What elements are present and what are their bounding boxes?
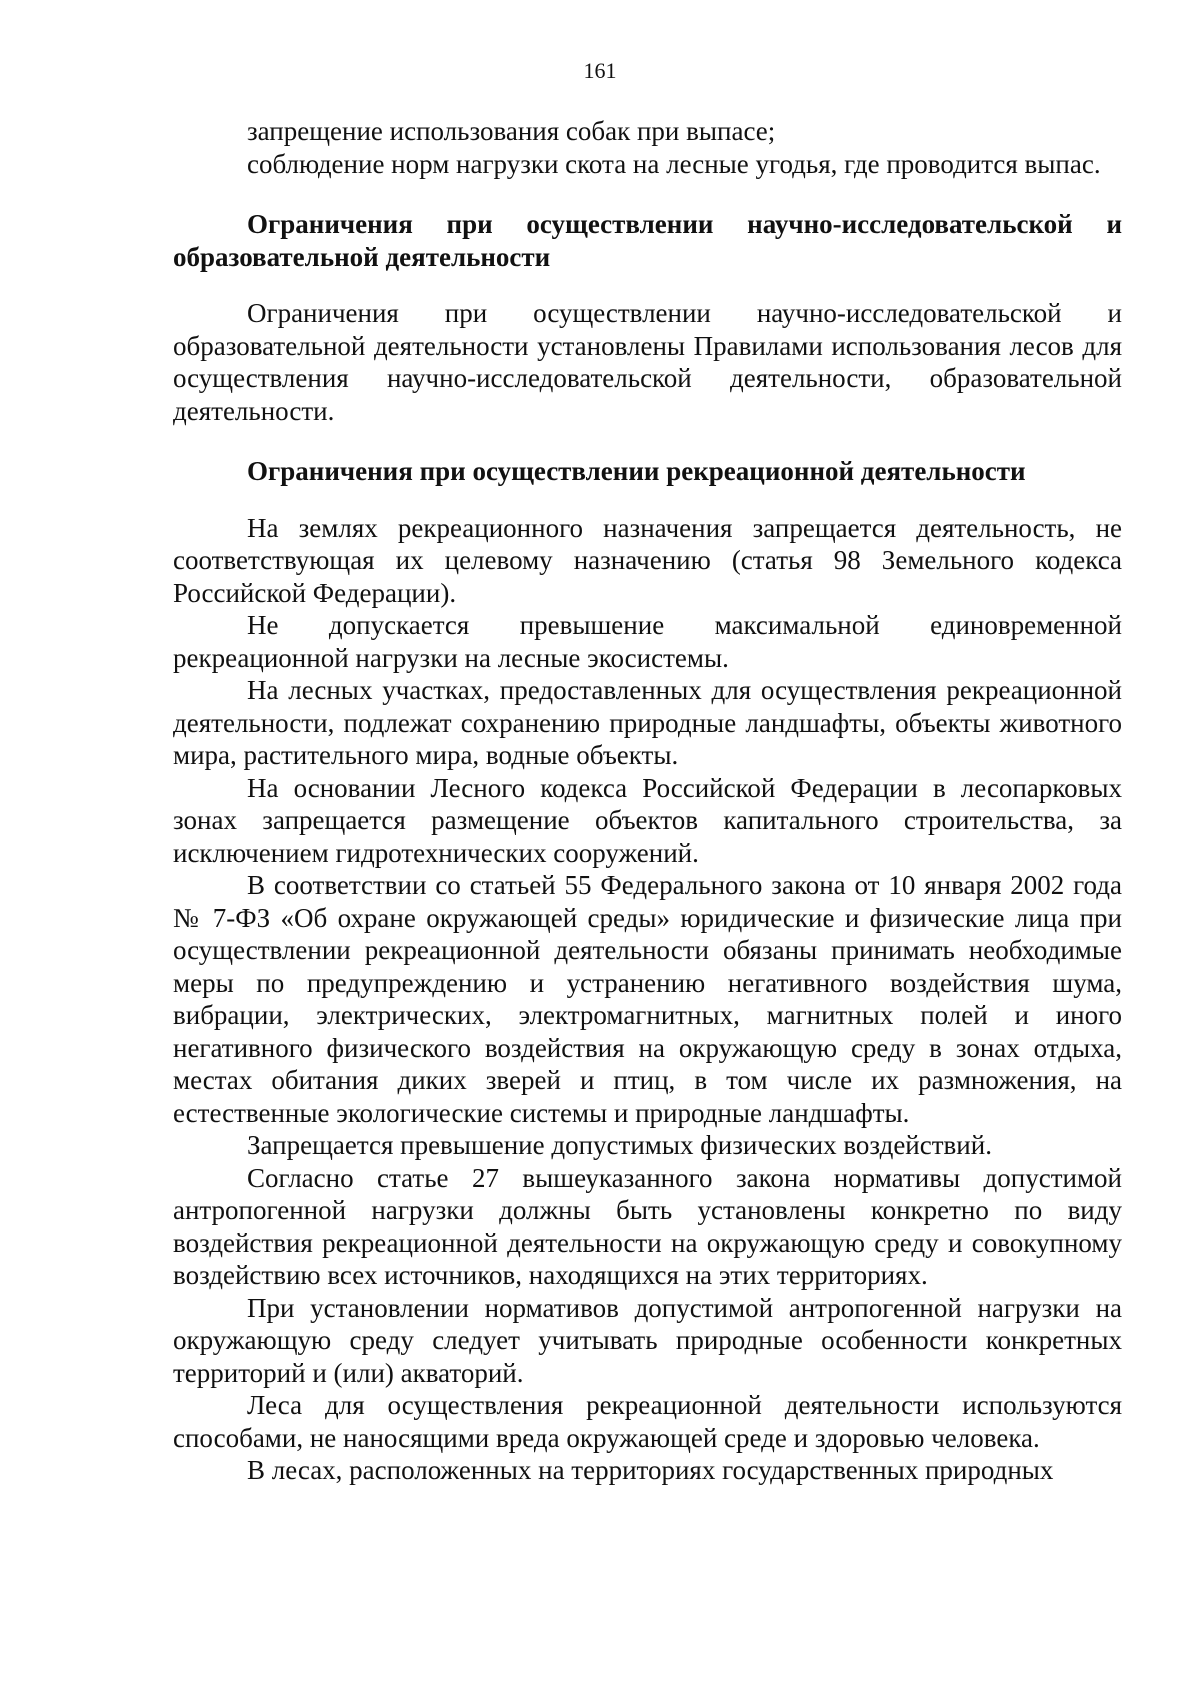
paragraph: Запрещается превышение допустимых физических воздействий. bbox=[247, 1130, 992, 1160]
paragraph: На лесных участках, предоставленных для осуществления рекреационной деятельности, подлежат сохранению природные ландшафты, объекты животного мира, растительного мира, водные объекты. bbox=[173, 675, 1122, 770]
paragraph: Не допускается превышение максимальной единовременной рекреационной нагрузки на лесные экосистемы. bbox=[173, 610, 1122, 673]
page-number: 161 bbox=[583, 58, 617, 83]
paragraph: Согласно статье 27 вышеуказанного закона нормативы допустимой антропогенной нагрузки должны быть установлены конкретно по виду воздействия рекреационной деятельности на окружающую среду и совокупному воздействию всех источников, находящихся на этих территориях. bbox=[173, 1162, 1122, 1290]
paragraph: Ограничения при осуществлении научно-исследовательской и образовательной деятельности установлены Правилами использования лесов для осуществления научно-исследовательской деятельности, образовательной деятельности. bbox=[173, 298, 1122, 426]
paragraph: На основании Лесного кодекса Российской Федерации в лесопарковых зонах запрещается размещение объектов капитального строительства, за исключением гидротехнических сооружений. bbox=[173, 772, 1122, 868]
paragraph: В лесах, расположенных на территориях государственных природных bbox=[247, 1455, 1054, 1485]
page-content bbox=[173, 115, 1122, 1487]
paragraph: На землях рекреационного назначения запрещается деятельность, не соответствующая их целевому назначению (статья 98 Земельного кодекса Российской Федерации). bbox=[173, 512, 1122, 608]
paragraph: запрещение использования собак при выпасе; bbox=[247, 116, 776, 146]
section-heading: Ограничения при осуществлении рекреационной деятельности bbox=[247, 456, 1026, 486]
paragraph: Леса для осуществления рекреационной деятельности используются способами, не наносящими вреда окружающей среде и здоровью человека. bbox=[173, 1390, 1122, 1453]
paragraph: соблюдение норм нагрузки скота на лесные угодья, где проводится выпас. bbox=[247, 148, 1101, 179]
paragraph: В соответствии со статьей 55 Федерального закона от 10 января 2002 года № 7-ФЗ «Об охране окружающей среды» юридические и физические лица при осуществлении рекреационной деятельности обязаны принимать необходимые меры по предупреждению и устранению негативного воздействия шума, вибрации, электрических, электромагнитных, магнитных полей и иного негативного физического воздействия на окружающую среду в зонах отдыха, местах обитания диких зверей и птиц, в том числе их размножения, на естественные экологические системы и природные ландшафты. bbox=[173, 870, 1122, 1128]
section-heading: Ограничения при осуществлении научно-исследовательской и образовательной деятельности bbox=[173, 209, 1122, 272]
paragraph: При установлении нормативов допустимой антропогенной нагрузки на окружающую среду следует учитывать природные особенности конкретных территорий и (или) акваторий. bbox=[173, 1292, 1122, 1388]
